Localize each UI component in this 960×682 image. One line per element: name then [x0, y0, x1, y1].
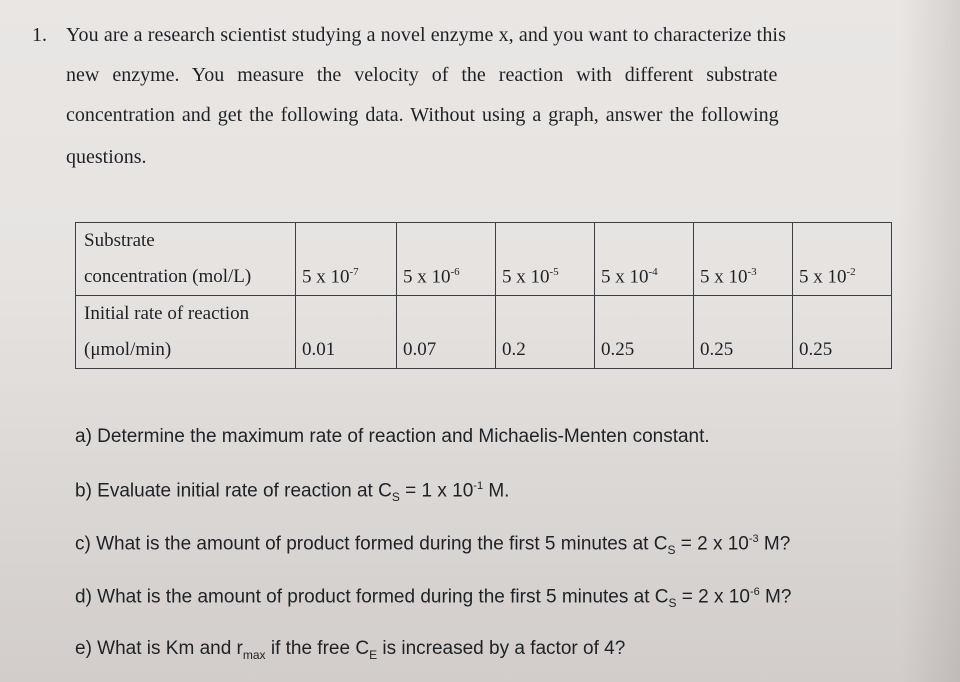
part-a: a) Determine the maximum rate of reaction and Michaelis-Menten constant. — [75, 426, 710, 447]
page-edge-shadow — [900, 0, 960, 682]
intro-line-3: concentration and get the following data. Without using a graph, answer the following — [66, 104, 779, 126]
table-row — [76, 223, 892, 260]
intro-line-2: new enzyme. You measure the velocity of the reaction with different substrate — [66, 64, 778, 86]
table-cell: 5 x $10^{-3}$ — [694, 259, 793, 296]
table-cell: 5 x $10^{-4}$ — [595, 259, 694, 296]
row-label-rate-2: (μmol/min) — [76, 332, 296, 369]
table-row — [76, 259, 892, 296]
table-cell: 5 x $10^{-7}$ — [296, 259, 397, 296]
part-e: e) What is Km and $r_{max}$ if the free $C_E$ is increased by a factor of 4? — [75, 638, 626, 662]
table-cell: 5 x $10^{-2}$ — [793, 259, 892, 296]
question-number: 1. — [32, 24, 47, 46]
table-cell: 0.2 — [496, 332, 595, 369]
table-row — [76, 332, 892, 369]
table-cell: 0.25 — [694, 332, 793, 369]
table-cell: 0.01 — [296, 332, 397, 369]
table-cell: 0.07 — [397, 332, 496, 369]
table-row — [76, 296, 892, 333]
table-cell: 5 x $10^{-6}$ — [397, 259, 496, 296]
row-label-substrate-2: concentration (mol/L) — [76, 259, 296, 296]
data-table — [75, 222, 892, 369]
row-label-rate-1: Initial rate of reaction — [76, 296, 296, 333]
row-label-substrate-1: Substrate — [76, 223, 296, 260]
intro-line-1: You are a research scientist studying a novel enzyme x, and you want to characterize this — [66, 24, 786, 46]
part-b: b) Evaluate initial rate of reaction at $C_S = 1$ x $10^{-1}$ M. — [75, 480, 510, 505]
table-cell: 5 x $10^{-5}$ — [496, 259, 595, 296]
table-cell: 0.25 — [793, 332, 892, 369]
table-cell: 0.25 — [595, 332, 694, 369]
part-c: c) What is the amount of product formed during the first 5 minutes at $C_S = 2$ x $10^{-3}$ M? — [75, 533, 791, 558]
intro-line-4: questions. — [66, 146, 147, 168]
part-d: d) What is the amount of product formed during the first 5 minutes at $C_S = 2$ x $10^{-6}$ M? — [75, 586, 792, 611]
